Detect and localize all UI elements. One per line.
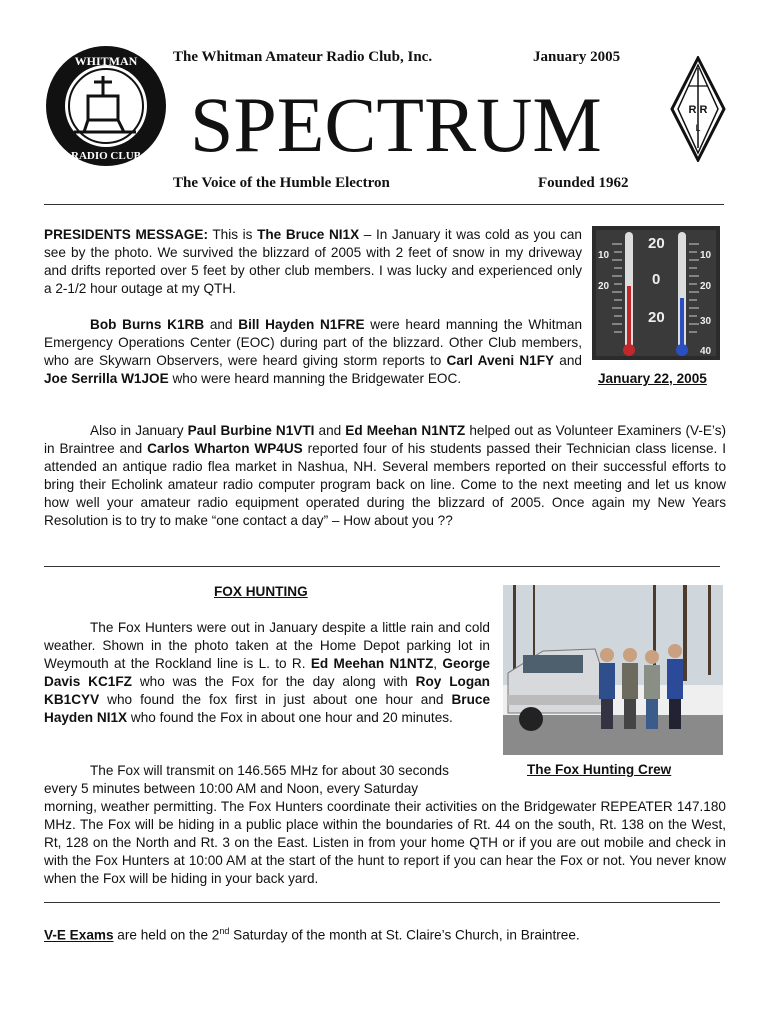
fox-paragraph-2: morning, weather permitting. The Fox Hunters coordinate their activities on the Bridgewater REPEATER 147.180 MHz. The Fox will be hiding in a public place within the boundaries of Rt. 44 on the south, Rt. 138 on the West, Rt, 128 on the North and Rt. 3 on the East. Listen in from your home QTH or if you are out mobile and check in with the Fox Hunters at 10:00 AM at the start of the hunt to report if you can hear the Fox or not. You never know when the Fox will be hiding in your back yard. <box>44 799 726 886</box>
svg-text:L: L <box>695 123 701 133</box>
thermo-right-5: 20 <box>700 281 712 292</box>
founded: Founded 1962 <box>538 175 629 191</box>
fox-hunting-heading: FOX HUNTING <box>214 584 308 599</box>
thermo-left-1: 10 <box>598 250 610 261</box>
thermo-left-2: 20 <box>598 281 610 292</box>
fox-crew-caption: The Fox Hunting Crew <box>527 762 672 777</box>
fox-paragraph-1: The Fox Hunters were out in January despite a little rain and cold weather. Shown in the photo taken at the Home Depot parking lot in Weymouth at the Rockland line is L. to R. Ed Meehan N1NTZ, George Davis KC1FZ who was the Fox for the day along with Roy Logan KB1CYV who found the fox first in just about one hour and Bruce Hayden NI1X who found the Fox in about one hour and 20 minutes. <box>44 620 490 725</box>
tagline: The Voice of the Humble Electron <box>173 175 390 191</box>
club-name: The Whitman Amateur Radio Club, Inc. <box>173 49 433 65</box>
masthead-title: SPECTRUM <box>190 81 602 168</box>
section-rule-2 <box>44 902 720 903</box>
arrl-diamond-logo <box>670 56 726 162</box>
thermo-right-1: 20 <box>648 235 665 252</box>
thermometer-caption: January 22, 2005 <box>598 371 707 386</box>
thermo-right-6: 30 <box>700 316 712 327</box>
ve-exams-note: V-E Exams are held on the 2nd Saturday of the month at St. Claire’s Church, in Braintree. <box>44 926 580 943</box>
club-logo <box>44 38 168 174</box>
fox-paragraph-2-line-1: The Fox will transmit on 146.565 MHz for about 30 seconds <box>90 763 449 778</box>
section-rule-1 <box>44 566 720 567</box>
president-paragraph-2: Bob Burns K1RB and Bill Hayden N1FRE were heard manning the Whitman Emergency Operations Center (EOC) during part of the blizzard. Other Club members, who are Skywarn Observers, were heard giving storm reports to Carl Aveni N1FY and Joe Serrilla W1JOE who were heard manning the Bridgewater EOC. <box>44 317 583 386</box>
svg-text:R R: R R <box>688 104 708 116</box>
thermometer-photo <box>592 226 720 360</box>
thermo-right-4: 10 <box>700 250 712 261</box>
fox-paragraph-2-line-2: every 5 minutes between 10:00 AM and Noon, every Saturday <box>44 781 419 796</box>
ve-exams-label: V-E Exams <box>44 927 114 943</box>
svg-text:WHITMAN: WHITMAN <box>74 54 138 68</box>
thermo-right-2: 0 <box>652 271 661 288</box>
president-paragraph-3: Also in January Paul Burbine N1VTI and Ed Meehan N1NTZ helped out as Volunteer Examiners (V-E’s) in Braintree and Carlos Wharton WP4US reported four of his students passed their Technician class license. I attended an antique radio flea market in Nashua, NH. Several members reported on their successful efforts to bring their Echolink amateur radio computer program back on line. Come to the next meeting and let us know how well your amateur radio equipment operated during the blizzard of 2005. Once again my New Years Resolution is to try to make “one contact a day” – How about you ?? <box>44 423 727 528</box>
fox-hunting-crew-photo <box>503 585 723 755</box>
issue-date: January 2005 <box>533 49 621 65</box>
president-paragraph-1: PRESIDENTS MESSAGE: This is The Bruce NI1X – In January it was cold as you can see by the photo. We survived the blizzard of 2005 with 2 feet of snow in my driveway and drifts reported over 5 feet by other club members. I was lucky and experienced only a 2-1/2 hour outage at my QTH. <box>44 227 582 296</box>
svg-text:RADIO CLUB: RADIO CLUB <box>71 150 141 162</box>
thermo-right-3: 20 <box>648 309 665 326</box>
president-heading: PRESIDENTS MESSAGE: <box>44 227 208 242</box>
thermo-right-7: 40 <box>700 346 712 357</box>
header-rule <box>44 204 724 205</box>
